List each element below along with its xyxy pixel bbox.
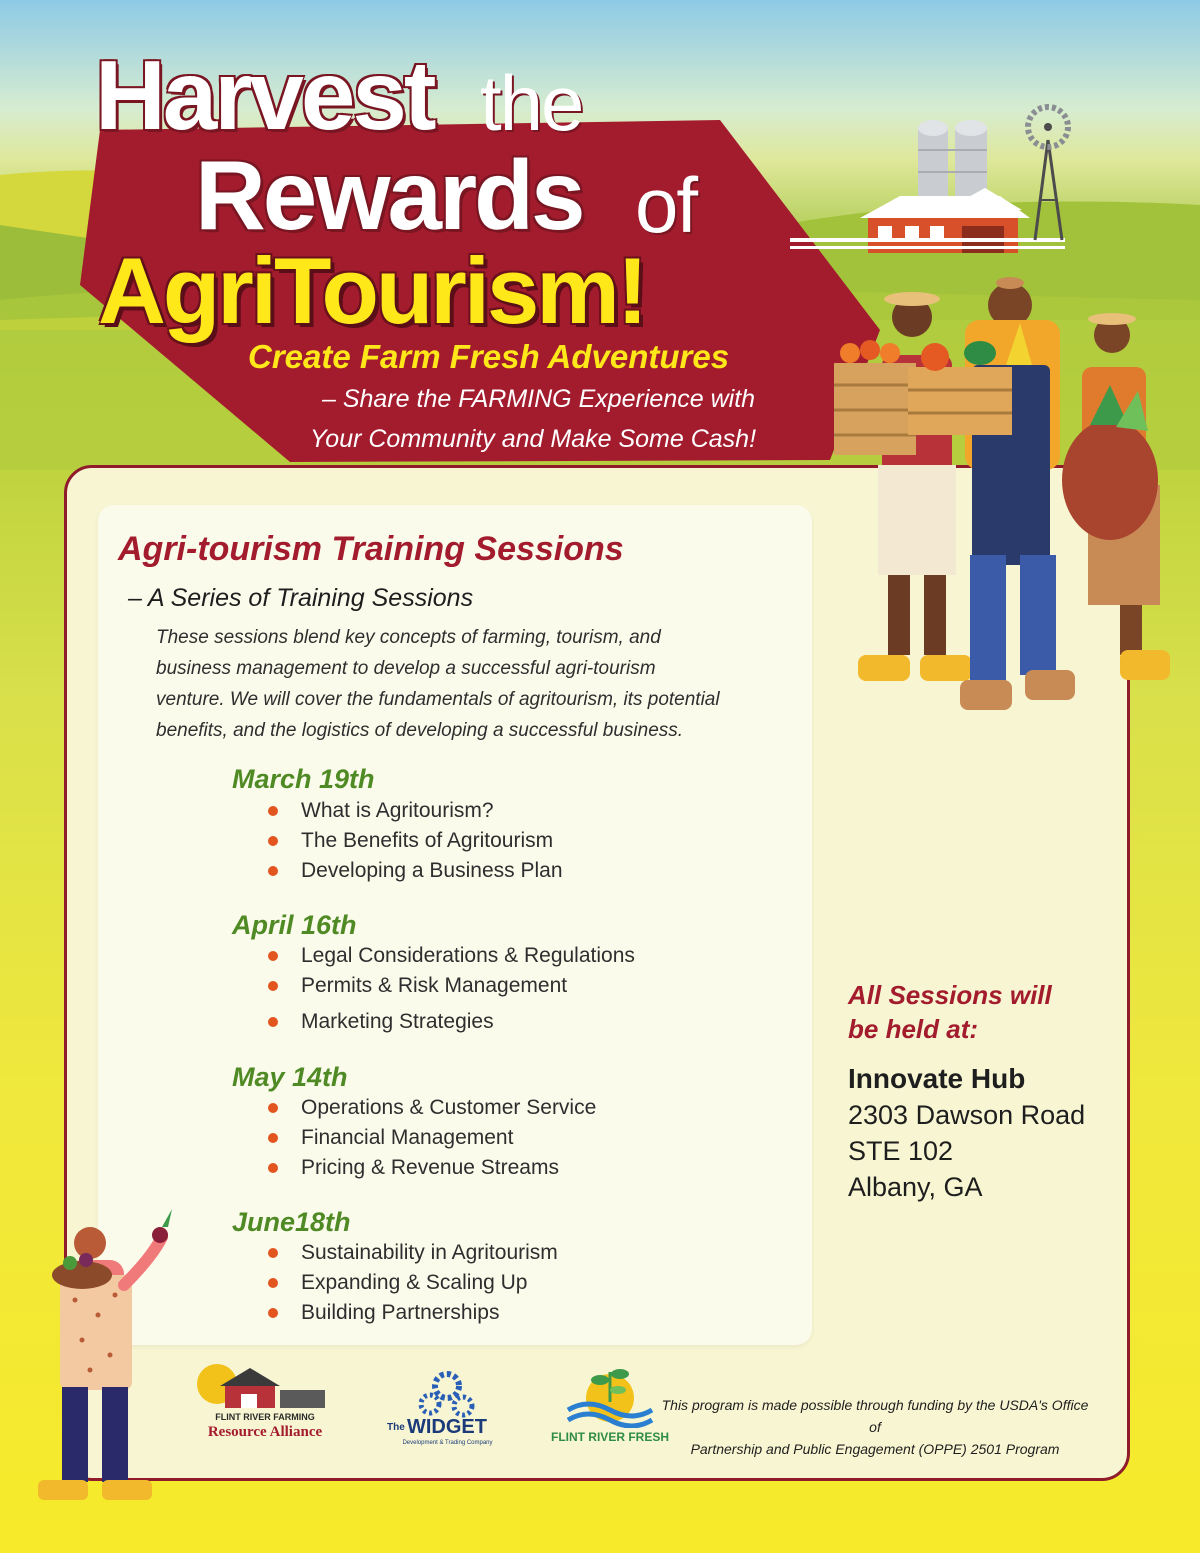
description-line: business management to develop a successful agri-tourism [156, 658, 656, 679]
title-of: of [635, 161, 697, 249]
session-topics [268, 941, 635, 1037]
bullet-icon [268, 1163, 278, 1173]
farmer-with-basket-illustration [20, 1205, 190, 1525]
flint-river-fresh-logo [550, 1362, 669, 1454]
bullet-icon [268, 981, 278, 991]
title-rewards: Rewards [195, 140, 583, 250]
training-subheading: – A Series of Training Sessions [128, 584, 474, 612]
tagline-line2: – Share the FARMING Experience with [322, 385, 756, 413]
widget-tagline: Development & Trading Company [402, 1440, 493, 1446]
flint-river-fresh-name: FLINT RIVER FRESH [550, 1430, 669, 1444]
frfra-line1: FLINT RIVER FARMING [215, 1412, 315, 1422]
topic-item: Legal Considerations & Regulations [268, 941, 635, 971]
bullet-icon [268, 1103, 278, 1113]
venue-intro: All Sessions will be held at: [848, 980, 1052, 1044]
topic-item: Developing a Business Plan [268, 856, 563, 886]
tagline-line3: Your Community and Make Some Cash! [310, 425, 757, 453]
title-agritourism: AgriTourism! [98, 238, 646, 343]
session-topics [268, 1238, 558, 1328]
topic-item: Building Partnerships [268, 1298, 558, 1328]
training-description [156, 622, 720, 746]
session-topics [268, 796, 563, 886]
frfra-logo [195, 1358, 335, 1448]
topic-item: Permits & Risk Management [268, 971, 635, 1001]
funding-note: This program is made possible through funding by the USDA's Office of Partnership and Public Engagement (OPPE) 2501 Program [661, 1397, 1089, 1457]
description-line: venture. We will cover the fundamentals of agritourism, its potential [156, 689, 720, 710]
widget-logo [385, 1370, 510, 1455]
session-date: April 16th [232, 910, 357, 940]
title-harvest: Harvest [95, 40, 434, 150]
bullet-icon [268, 1248, 278, 1258]
bullet-icon [268, 1017, 278, 1027]
farmers-illustration [820, 255, 1200, 725]
title-the: the [480, 59, 583, 147]
venue-name: Innovate Hub [848, 1063, 1026, 1094]
topic-item: Expanding & Scaling Up [268, 1268, 558, 1298]
sprout-icon [560, 1362, 660, 1428]
bullet-icon [268, 1133, 278, 1143]
session-date: May 14th [232, 1062, 348, 1092]
session-date: June18th [232, 1207, 351, 1237]
venue-suite: STE 102 [848, 1136, 954, 1166]
bullet-icon [268, 1308, 278, 1318]
bullet-icon [268, 836, 278, 846]
description-line: These sessions blend key concepts of farming, tourism, and [156, 627, 661, 648]
training-heading: Agri-tourism Training Sessions [118, 530, 624, 568]
venue-street: 2303 Dawson Road [848, 1100, 1086, 1130]
topic-item: Marketing Strategies [268, 1007, 635, 1037]
bullet-icon [268, 806, 278, 816]
topic-item: Operations & Customer Service [268, 1093, 596, 1123]
session-topics [268, 1093, 596, 1183]
bullet-icon [268, 951, 278, 961]
venue-city: Albany, GA [848, 1172, 983, 1202]
tagline-main: Create Farm Fresh Adventures [248, 338, 730, 375]
topic-item: Pricing & Revenue Streams [268, 1153, 596, 1183]
topic-item: Financial Management [268, 1123, 596, 1153]
description-line: benefits, and the logistics of developing a successful business. [156, 720, 684, 741]
frfra-line2: Resource Alliance [207, 1424, 323, 1440]
bullet-icon [268, 866, 278, 876]
bullet-icon [268, 1278, 278, 1288]
farm-barn-icon [195, 1358, 335, 1410]
topic-item: The Benefits of Agritourism [268, 826, 563, 856]
gear-icon [385, 1370, 510, 1420]
widget-the: The [387, 1422, 405, 1433]
session-date: March 19th [232, 764, 375, 794]
topic-item: Sustainability in Agritourism [268, 1238, 558, 1268]
topic-item: What is Agritourism? [268, 796, 563, 826]
widget-name: WIDGET [407, 1416, 487, 1438]
